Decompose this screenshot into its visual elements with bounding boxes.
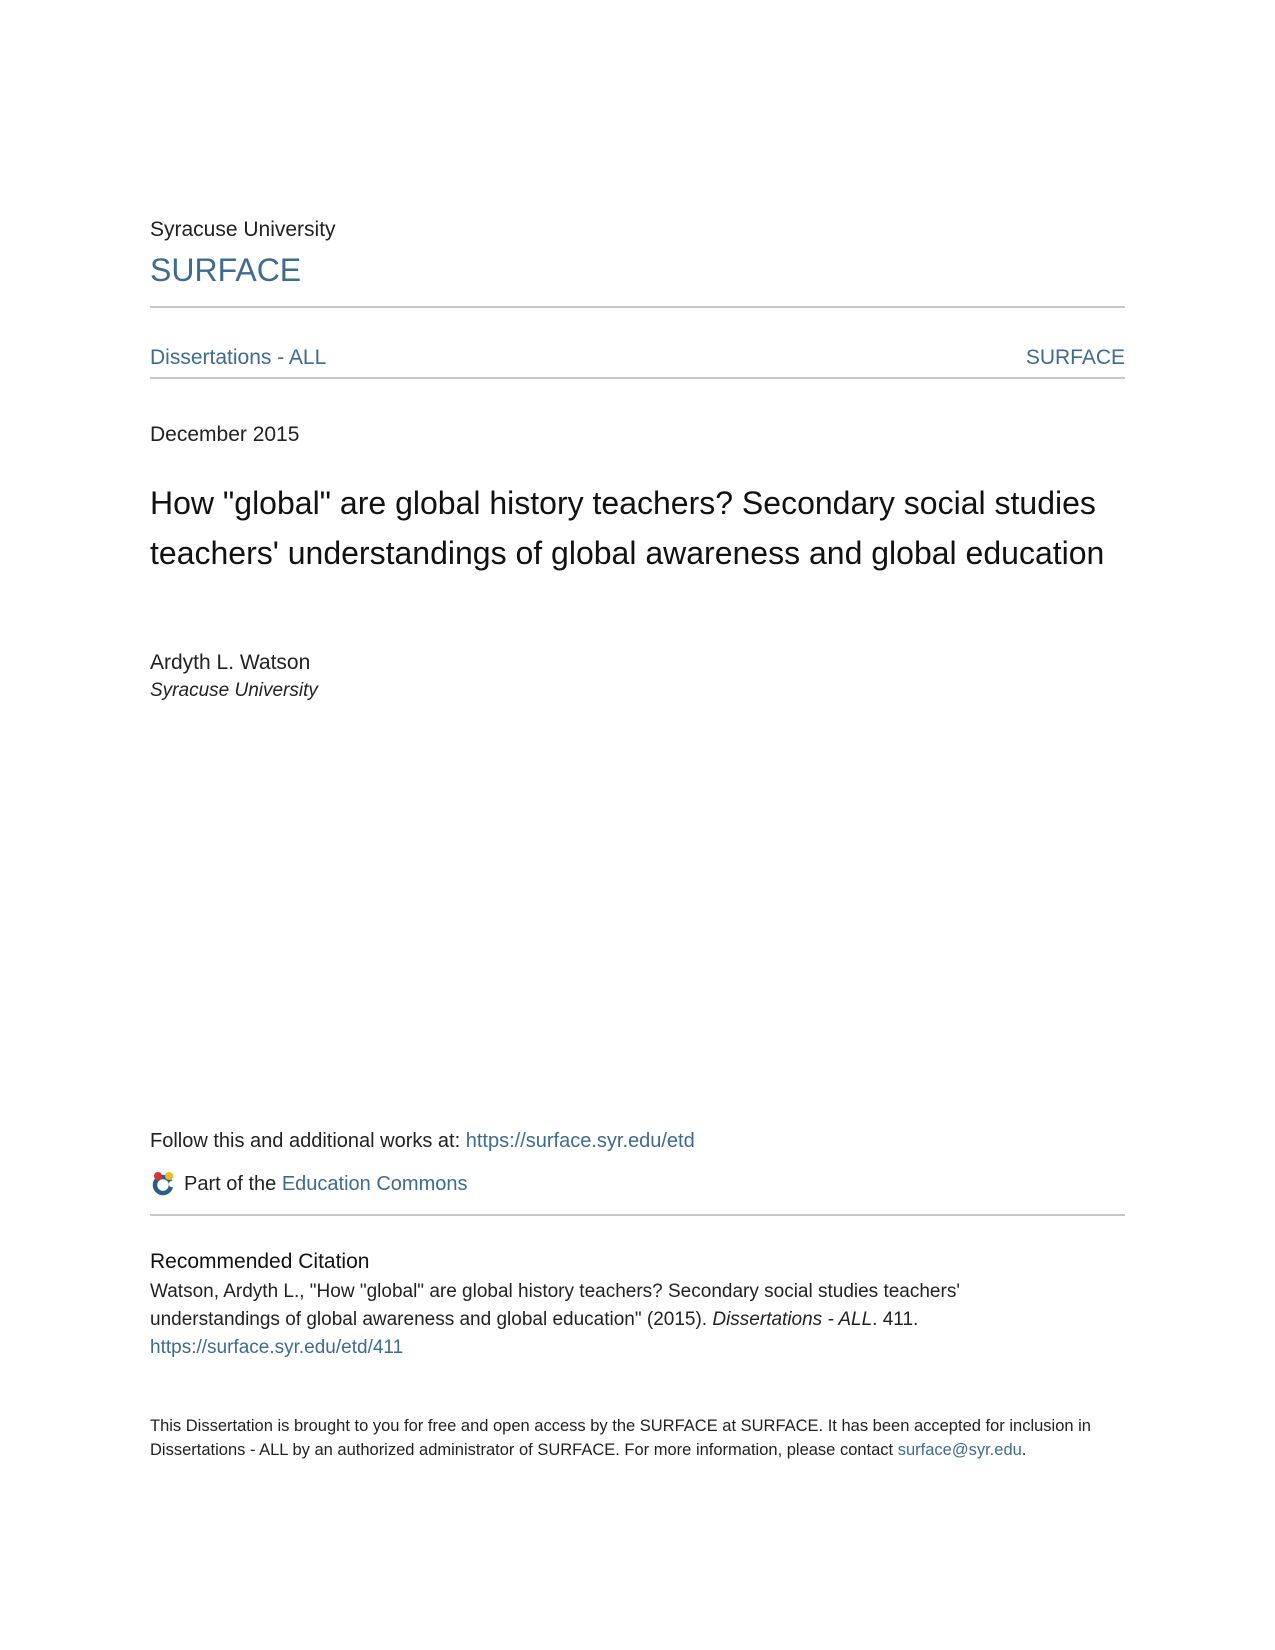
access-end: . xyxy=(1021,1441,1027,1459)
citation-divider xyxy=(150,1214,1125,1216)
institution-name: Syracuse University xyxy=(150,218,336,241)
education-commons-link[interactable]: Education Commons xyxy=(281,1172,468,1195)
etd-collection-link[interactable]: https://surface.syr.edu/etd xyxy=(465,1130,695,1152)
author-name: Ardyth L. Watson xyxy=(150,651,311,674)
collection-link[interactable]: Dissertations - ALL xyxy=(150,346,327,369)
contact-email-link[interactable]: surface@syr.edu xyxy=(897,1441,1022,1459)
repository-link[interactable]: SURFACE xyxy=(150,252,302,288)
access-statement xyxy=(150,1414,1110,1462)
top-divider xyxy=(150,306,1125,308)
citation-url-link[interactable]: https://surface.syr.edu/etd/411 xyxy=(150,1337,404,1358)
citation-number: . 411. xyxy=(872,1309,919,1330)
citation-series: Dissertations - ALL xyxy=(712,1309,873,1330)
follow-line xyxy=(150,1130,695,1153)
document-title: How "global" are global history teachers? Secondary social studies teachers' understandings of global awareness and global education xyxy=(150,485,1105,571)
part-of-label: Part of the xyxy=(184,1172,277,1195)
access-text: This Dissertation is brought to you for free and open access by the SURFACE at SURFACE. It has been accepted for inclusion in Dissertations - ALL by an authorized administrator of SURFACE. For more information, please contact xyxy=(150,1417,1091,1459)
network-commons-icon xyxy=(150,1170,178,1198)
follow-label: Follow this and additional works at: xyxy=(150,1130,466,1152)
repository-home-link[interactable]: SURFACE xyxy=(1025,346,1125,369)
citation-heading: Recommended Citation xyxy=(150,1250,370,1273)
publication-date: December 2015 xyxy=(150,423,300,446)
author-affiliation: Syracuse University xyxy=(150,680,318,701)
citation-text xyxy=(150,1278,1050,1362)
citation-main: Watson, Ardyth L., "How "global" are global history teachers? Secondary social studies teachers' understandings of global awareness and global education" (2015). xyxy=(150,1281,960,1330)
collection-divider xyxy=(150,377,1125,379)
part-of-line xyxy=(150,1170,468,1198)
